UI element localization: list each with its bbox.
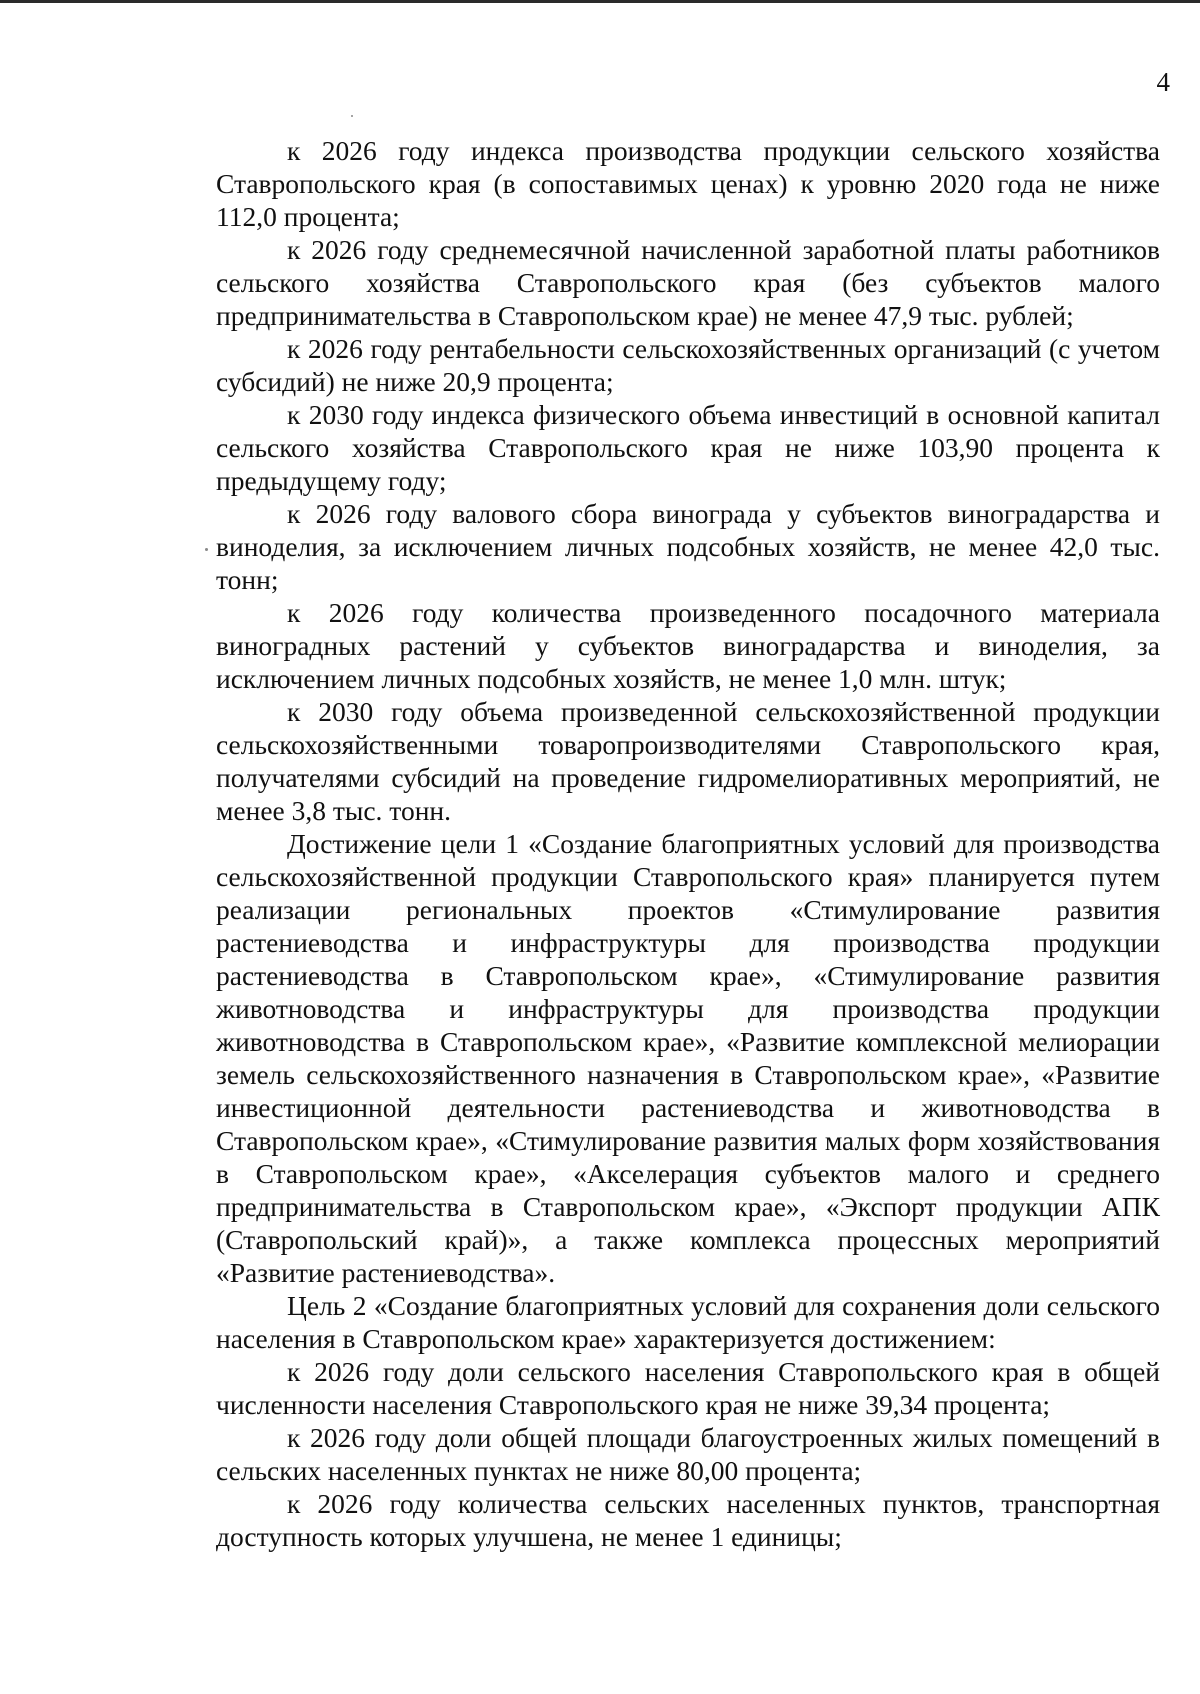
paragraph-target-grape-harvest: к 2026 году валового сбора винограда у субъектов виноградарства и виноделия, за исключением личных подсобных хозяйств, не менее 42,0 тыс. тонн; bbox=[216, 498, 1160, 595]
document-body bbox=[216, 134, 1160, 1553]
paragraph-target-agri-production-index: к 2026 году индекса производства продукции сельского хозяйства Ставропольского края (в сопоставимых ценах) к уровню 2020 года не ниже 112,0 процента; bbox=[216, 135, 1160, 232]
scan-speck bbox=[205, 548, 208, 551]
paragraph-target-rural-population-share: к 2026 году доли сельского населения Ставропольского края в общей численности населения Ставропольского края не ниже 39,34 процента; bbox=[216, 1356, 1160, 1420]
paragraph-target-profitability: к 2026 году рентабельности сельскохозяйственных организаций (с учетом субсидий) не ниже 20,9 процента; bbox=[216, 333, 1160, 397]
scan-speck bbox=[351, 115, 353, 117]
paragraph-target-reclamation-output: к 2030 году объема произведенной сельскохозяйственной продукции сельскохозяйственными товаропроизводителями Ставропольского края, получателями субсидий на проведение гидромелиоративных мероприятий, не менее 3,8 тыс. тонн. bbox=[216, 696, 1160, 826]
paragraph-goal-1-achievement: Достижение цели 1 «Создание благоприятных условий для производства сельскохозяйственной продукции Ставропольского края» планируется путем реализации региональных проектов «Стимулирование развития растениеводства и инфраструктуры для производства продукции растениеводства в Ставропольском крае», «Стимулирование развития животноводства и инфраструктуры для производства продукции животноводства в Ставропольском крае», «Развитие комплексной мелиорации земель сельскохозяйственного назначения в Ставропольском крае», «Развитие инвестиционной деятельности растениеводства и животноводства в Ставропольском крае», «Стимулирование развития малых форм хозяйствования в Ставропольском крае», «Акселерация субъектов малого и среднего предпринимательства в Ставропольском крае», «Экспорт продукции АПК (Ставропольский край)», а также комплекса процессных мероприятий «Развитие растениеводства». bbox=[216, 828, 1160, 1288]
paragraph-target-transport-access: к 2026 году количества сельских населенных пунктов, транспортная доступность которых улучшена, не менее 1 единицы; bbox=[216, 1488, 1160, 1552]
paragraph-target-investment-index: к 2030 году индекса физического объема инвестиций в основной капитал сельского хозяйства Ставропольского края не ниже 103,90 процента к предыдущему году; bbox=[216, 399, 1160, 496]
paragraph-target-planting-material: к 2026 году количества произведенного посадочного материала виноградных растений у субъектов виноградарства и виноделия, за исключением личных подсобных хозяйств, не менее 1,0 млн. штук; bbox=[216, 597, 1160, 694]
paragraph-goal-2-intro: Цель 2 «Создание благоприятных условий для сохранения доли сельского населения в Ставропольском крае» характеризуется достижением: bbox=[216, 1290, 1160, 1354]
page-number: 4 bbox=[1156, 67, 1170, 97]
paragraph-target-housing-area: к 2026 году доли общей площади благоустроенных жилых помещений в сельских населенных пунктах не ниже 80,00 процента; bbox=[216, 1422, 1160, 1486]
scan-top-edge bbox=[0, 0, 1200, 3]
paragraph-target-average-wage: к 2026 году среднемесячной начисленной заработной платы работников сельского хозяйства Ставропольского края (без субъектов малого предпринимательства в Ставропольском крае) не менее 47,9 тыс. рублей; bbox=[216, 234, 1160, 331]
